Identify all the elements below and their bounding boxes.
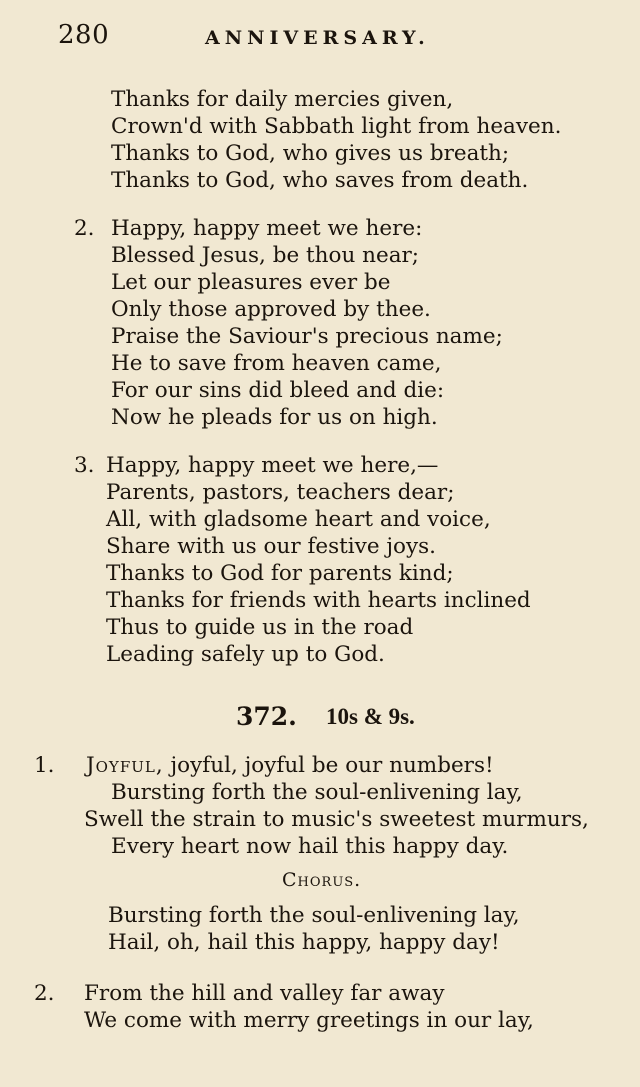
verse-line: Leading safely up to God. xyxy=(106,642,385,667)
verse-line: From the hill and valley far away xyxy=(84,981,445,1006)
stanza-number: 2. xyxy=(34,981,55,1006)
page-number: 280 xyxy=(58,20,110,50)
verse-line: All, with gladsome heart and voice, xyxy=(106,507,491,532)
verse-line: Only those approved by thee. xyxy=(111,297,431,322)
verse-line: Swell the strain to music's sweetest murmurs, xyxy=(84,807,589,832)
running-title: ANNIVERSARY. xyxy=(205,27,430,49)
verse-line: Parents, pastors, teachers dear; xyxy=(106,480,455,505)
verse-line: Now he pleads for us on high. xyxy=(111,405,438,430)
verse-line: Blessed Jesus, be thou near; xyxy=(111,243,420,268)
hymn-number: 372. xyxy=(236,702,297,731)
verse-line: Every heart now hail this happy day. xyxy=(111,834,509,859)
verse-line: Thanks to God for parents kind; xyxy=(106,561,454,586)
chorus-label: Chorus. xyxy=(282,869,362,891)
stanza-number: 1. xyxy=(34,753,55,778)
verse-line: Praise the Saviour's precious name; xyxy=(111,324,503,349)
verse-line xyxy=(86,752,494,779)
verse-line: He to save from heaven came, xyxy=(111,351,442,376)
first-line-rest: joyful, joyful be our numbers! xyxy=(163,753,494,778)
verse-line: Bursting forth the soul-enlivening lay, xyxy=(108,903,520,928)
verse-line: Happy, happy meet we here: xyxy=(111,216,423,241)
verse-line: Thanks for friends with hearts inclined xyxy=(106,588,531,613)
verse-line: For our sins did bleed and die: xyxy=(111,378,445,403)
verse-line: Thanks to God, who saves from death. xyxy=(111,168,529,193)
verse-line: Hail, oh, hail this happy, happy day! xyxy=(108,930,500,955)
verse-line: Thanks to God, who gives us breath; xyxy=(111,141,510,166)
verse-line: Share with us our festive joys. xyxy=(106,534,437,559)
verse-line: Let our pleasures ever be xyxy=(111,270,391,295)
verse-line: Happy, happy meet we here,— xyxy=(106,453,439,478)
verse-line: Thanks for daily mercies given, xyxy=(111,87,454,112)
verse-line: Bursting forth the soul-enlivening lay, xyxy=(111,780,523,805)
verse-line: Thus to guide us in the road xyxy=(106,615,414,640)
verse-line: We come with merry greetings in our lay, xyxy=(84,1008,534,1033)
stanza-number: 2. xyxy=(74,216,95,241)
verse-line: Crown'd with Sabbath light from heaven. xyxy=(111,114,562,139)
first-word: Joyful, xyxy=(86,753,164,778)
stanza-number: 3. xyxy=(74,453,95,478)
hymn-meter: 10s & 9s. xyxy=(326,704,415,729)
